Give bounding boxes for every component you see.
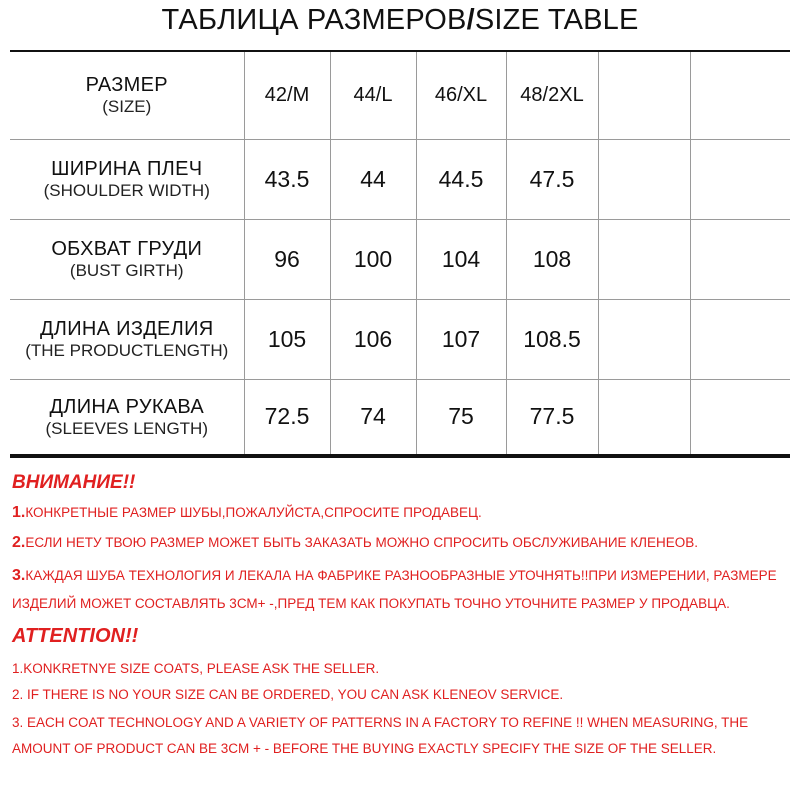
value-cell (690, 219, 790, 299)
row-label-cell (10, 139, 244, 219)
size-table (10, 50, 790, 458)
size-value: 42/M (264, 83, 310, 106)
cell-value: 100 (353, 245, 393, 272)
note-text: КОНКРЕТНЫЕ РАЗМЕР ШУБЫ,ПОЖАЛУЙСТА,СПРОСИТЕ ПРОДАВЕЦ. (25, 505, 482, 520)
cell-value: 77.5 (529, 403, 575, 430)
value-cell (506, 219, 598, 299)
value-cell (506, 299, 598, 379)
size-cell (506, 51, 598, 139)
row-label-cell (10, 219, 244, 299)
cell-value: 106 (353, 325, 393, 352)
header-label-ru: РАЗМЕР (85, 74, 168, 97)
cell-value: 72.5 (264, 403, 310, 430)
size-cell (690, 51, 790, 139)
note-en-3: 3. EACH COAT TECHNOLOGY AND A VARIETY OF PATTERNS IN A FACTORY TO REFINE !! WHEN MEASURING, THE AMOUNT OF PRODUCT CAN BE 3CM + - BEFORE THE BUYING EXACTLY SPECIFY THE SIZE OF THE SELLER. (12, 715, 749, 756)
value-cell (416, 379, 506, 456)
value-cell (506, 379, 598, 456)
value-cell (416, 219, 506, 299)
cell-value: 44.5 (438, 165, 484, 192)
cell-value: 104 (441, 245, 481, 272)
size-cell (598, 51, 690, 139)
warning-heading-ru: ВНИМАНИЕ!! (12, 472, 136, 493)
cell-value: 74 (360, 403, 386, 430)
note-en-1: 1.KONKRETNYE SIZE COATS, PLEASE ASK THE SELLER. (12, 661, 380, 676)
row-label-ru: ШИРИНА ПЛЕЧ (51, 158, 203, 180)
row-label-en: (BUST GIRTH) (69, 261, 184, 280)
size-cell (416, 51, 506, 139)
value-cell (598, 299, 690, 379)
value-cell (690, 139, 790, 219)
note-ru-1 (12, 502, 792, 524)
note-en-2: 2. IF THERE IS NO YOUR SIZE CAN BE ORDERED, YOU CAN ASK KLENEOV SERVICE. (12, 687, 564, 702)
header-label-cell (10, 51, 244, 139)
cell-value: 75 (448, 403, 474, 430)
value-cell (244, 139, 330, 219)
table-row (10, 219, 790, 299)
value-cell (598, 219, 690, 299)
value-cell (416, 139, 506, 219)
title-ru: ТАБЛИЦА РАЗМЕРОВ (161, 4, 467, 36)
table-header-row (10, 51, 790, 139)
cell-value: 107 (441, 325, 481, 352)
value-cell (506, 139, 598, 219)
row-label-ru: ДЛИНА ИЗДЕЛИЯ (39, 318, 214, 340)
header-label-en: (SIZE) (102, 97, 152, 117)
value-cell (330, 219, 416, 299)
cell-value: 47.5 (529, 165, 575, 192)
value-cell (330, 299, 416, 379)
row-label-en: (THE PRODUCTLENGTH) (25, 341, 229, 360)
row-label-cell (10, 299, 244, 379)
cell-value: 44 (360, 165, 386, 192)
size-value: 48/2XL (520, 83, 584, 106)
cell-value: 108.5 (523, 325, 581, 352)
cell-value: 43.5 (264, 165, 310, 192)
table-row (10, 139, 790, 219)
table-row (10, 379, 790, 456)
note-ru-3 (12, 562, 792, 618)
value-cell (416, 299, 506, 379)
value-cell (690, 379, 790, 456)
value-cell (690, 299, 790, 379)
cell-value: 96 (274, 245, 300, 272)
row-label-ru: ОБХВАТ ГРУДИ (51, 238, 203, 260)
value-cell (244, 379, 330, 456)
value-cell (598, 379, 690, 456)
size-value: 46/XL (434, 83, 488, 106)
row-label-en: (SLEEVES LENGTH) (45, 418, 208, 438)
size-cell (244, 51, 330, 139)
value-cell (330, 139, 416, 219)
page-title (0, 0, 800, 42)
note-text: ЕСЛИ НЕТУ ТВОЮ РАЗМЕР МОЖЕТ БЫТЬ ЗАКАЗАТЬ МОЖНО СПРОСИТЬ ОБСЛУЖИВАНИЕ КЛЕНЕОВ. (25, 535, 699, 550)
notes-section (12, 468, 792, 762)
title-en: SIZE TABLE (474, 4, 639, 36)
row-label-cell (10, 379, 244, 456)
attention-heading-en: ATTENTION!! (12, 625, 139, 647)
size-cell (330, 51, 416, 139)
note-number: 3. (12, 567, 26, 584)
value-cell (244, 219, 330, 299)
table-row (10, 299, 790, 379)
row-label-ru: ДЛИНА РУКАВА (49, 395, 205, 418)
value-cell (598, 139, 690, 219)
value-cell (244, 299, 330, 379)
row-label-en: (SHOULDER WIDTH) (43, 181, 210, 200)
note-text: КАЖДАЯ ШУБА ТЕХНОЛОГИЯ И ЛЕКАЛА НА ФАБРИКЕ РАЗНООБРАЗНЫЕ УТОЧНЯТЬ!!ПРИ ИЗМЕРЕНИИ, РАЗМЕРЕ ИЗДЕЛИЙ МОЖЕТ СОСТАВЛЯТЬ 3СМ+ -,ПРЕД ТЕМ КАК ПОКУПАТЬ ТОЧНО УТОЧНИТЕ РАЗМЕР У ПРОДАВЦА. (12, 568, 777, 611)
cell-value: 108 (532, 245, 572, 272)
title-separator: / (466, 4, 475, 36)
cell-value: 105 (267, 325, 307, 352)
value-cell (330, 379, 416, 456)
note-number: 2. (12, 534, 26, 551)
size-value: 44/L (353, 83, 393, 106)
note-ru-2 (12, 532, 792, 554)
note-number: 1. (12, 504, 26, 521)
